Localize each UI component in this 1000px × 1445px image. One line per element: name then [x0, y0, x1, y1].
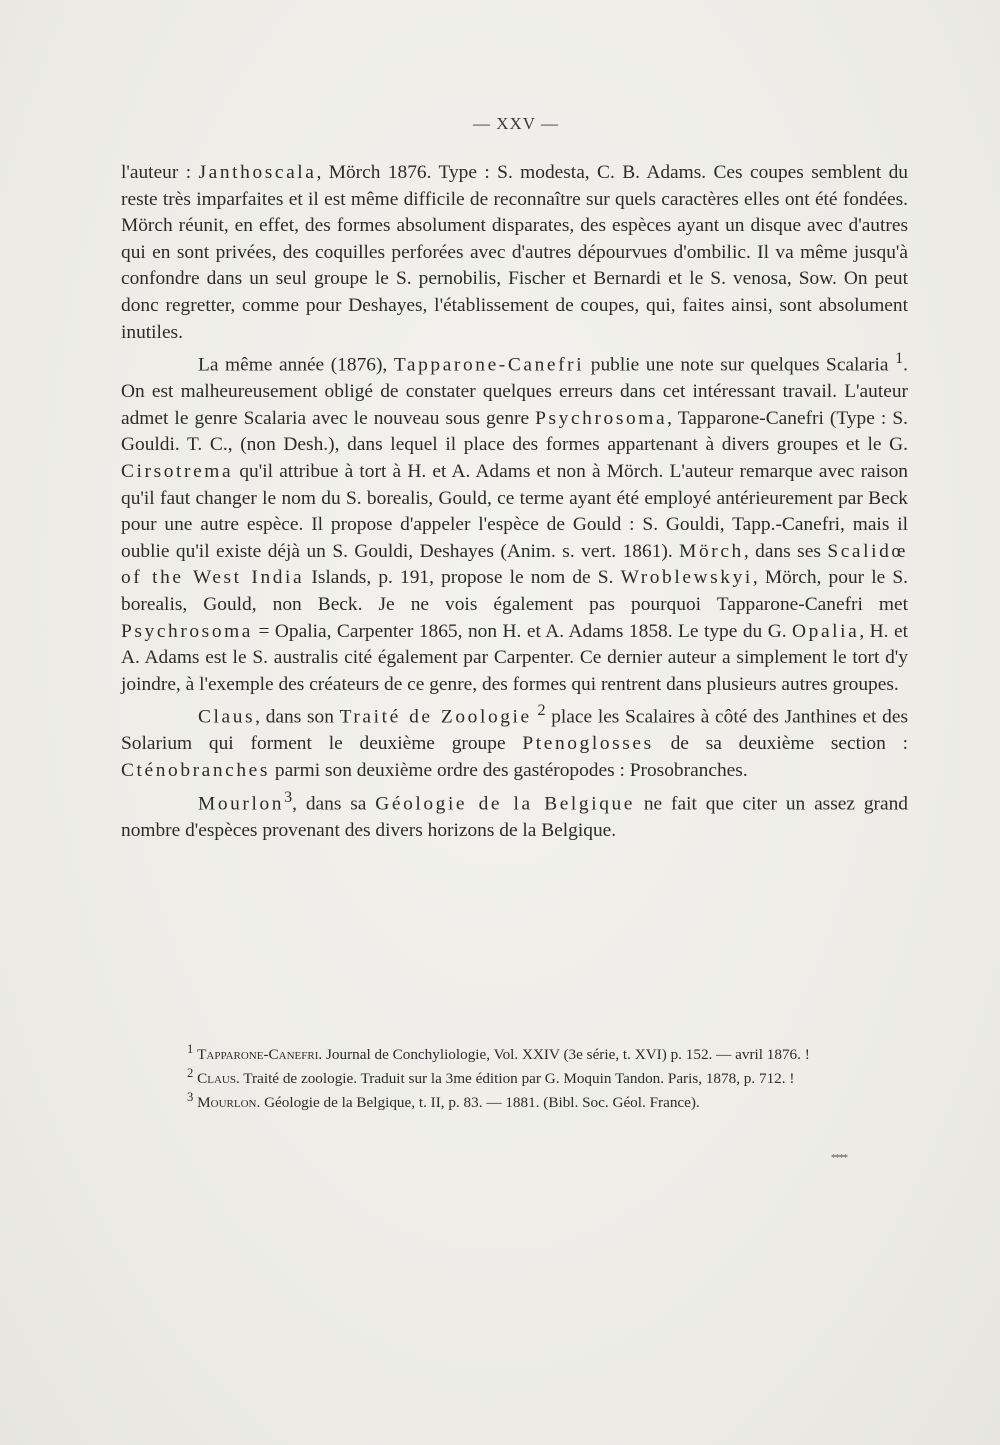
footnote-number: 1: [187, 1042, 194, 1056]
paragraph-3: [121, 698, 908, 784]
text-segment: , Mörch 1876. Type : S. modesta, C. B. Adams. Ces coupes semblent du reste très imparfaites et il est même difficile de reconnaître sur quels caractères elles ont été fondées. Mörch réunit, en effet, des formes absolument disparates, des espèces ayant un disque avec d'autres qui en sont privées, des coquilles perforées avec d'autres dépourvues d'ombilic. Il va même jusqu'à confondre dans un seul groupe le S. pernobilis, Fischer et Bernardi et le S. venosa, Sow. On peut donc regretter, comme pour Deshayes, l'établissement de coupes, qui, faites ainsi, sont absolument inutiles.: [121, 162, 908, 343]
text-segment: , dans ses: [743, 540, 828, 562]
spaced-work-title: Scalidœ of the West India: [121, 540, 908, 589]
spaced-genus-name: Psychrosoma: [121, 620, 254, 642]
footnote-ref-3: 3: [284, 788, 293, 806]
footnote-author: Tapparone-Canefri: [197, 1046, 319, 1064]
footnote-text: . Journal de Conchyliologie, Vol. XXIV (3e série, t. XVI) p. 152. — avril 1876. !: [318, 1046, 810, 1064]
spaced-author-name: Claus: [198, 706, 256, 728]
spaced-group-name: Cténobranches: [121, 760, 271, 781]
paragraph-4: [121, 785, 908, 845]
footnote-text: . Traité de zoologie. Traduit sur la 3me édition par G. Moquin Tandon. Paris, 1878, p. 712. !: [235, 1070, 795, 1088]
spaced-work-title: Traité de Zoologie: [339, 706, 532, 728]
text-segment: , Tapparone-Canefri (Type : S. Gouldi. T. C., (non Desh.), dans lequel il place des formes appartenant à divers groupes et le G.: [121, 407, 908, 456]
text-segment: l'auteur :: [121, 162, 199, 183]
text-segment: = Opalia, Carpenter 1865, non H. et A. Adams 1858. Le type du G.: [253, 620, 793, 642]
footnote-ref-1: 1: [895, 350, 904, 368]
spaced-work-title: Géologie de la Belgique: [375, 793, 635, 815]
text-segment: publie une note sur quelques Scalaria: [584, 354, 896, 376]
footnote-3: [121, 1088, 908, 1112]
text-segment: , dans son: [255, 706, 340, 728]
body-text: [121, 160, 908, 844]
footnote-1: [121, 1040, 908, 1064]
spaced-author-name: Mourlon: [198, 793, 285, 815]
page-number: — XXV —: [472, 114, 560, 133]
footnote-author: Mourlon: [197, 1094, 257, 1112]
spaced-species-name: Wroblewskyi: [620, 567, 753, 589]
text-segment: place les Scalaires à côté des Janthines et des Solarium qui forment le deuxième groupe: [121, 706, 908, 755]
text-segment: , Mörch, pour le S. borealis, Gould, non Beck. Je ne vois également pas pourquoi Tapparone-Canefri met: [121, 567, 908, 615]
footnote-text: . Géologie de la Belgique, t. II, p. 83. — 1881. (Bibl. Soc. Géol. France).: [256, 1094, 700, 1112]
text-segment: , dans sa: [292, 793, 376, 815]
footnote-author: Claus: [197, 1070, 236, 1088]
signature-mark: ****: [831, 1153, 847, 1164]
footnote-number: 3: [187, 1090, 194, 1105]
spaced-author-name: Mörch: [679, 540, 744, 562]
text-segment: La même année (1876),: [198, 354, 394, 376]
text-segment: qu'il attribue à tort à H. et A. Adams et non à Mörch. L'auteur remarque avec raison qu'il faut changer le nom du S. borealis, Gould, ce terme ayant été employé antérieurement par Beck pour une autre espèce. Il propose d'appeler l'espèce de Gould : S. Gouldi, Tapp.-Canefri, mais il oublie qu'il existe déjà un S. Gouldi, Deshayes (Anim. s. vert. 1861).: [121, 461, 908, 562]
spaced-genus-name: Cirsotrema: [121, 461, 234, 482]
spaced-genus-name: Opalia: [792, 620, 860, 642]
text-segment: de sa deuxième section :: [653, 733, 908, 755]
text-segment: Islands, p. 191, propose le nom de S.: [304, 567, 621, 589]
spaced-author-name: Tapparone-Canefri: [393, 354, 585, 376]
text-segment: parmi son deuxième ordre des gastéropodes : Prosobranches.: [270, 760, 748, 781]
paragraph-1: [121, 160, 908, 346]
spaced-group-name: Ptenoglosses: [522, 733, 654, 755]
footnote-2: [121, 1064, 908, 1088]
text-segment: , H. et A. Adams est le S. australis cité également par Carpenter. Ce dernier auteur a simplement le tort d'y joindre, à l'exemple des créateurs de ce genre, des formes qui rentrent dans plusieurs autres groupes.: [121, 620, 908, 695]
text-segment: . On est malheureusement obligé de constater quelques erreurs dans cet intéressant travail. L'auteur admet le genre Scalaria avec le nouveau sous genre: [121, 354, 908, 429]
footnote-number: 2: [187, 1066, 194, 1081]
footnote-ref-2: 2: [537, 702, 546, 720]
text-segment: ne fait que citer un assez grand nombre d'espèces provenant des divers horizons de la Belgique.: [121, 793, 908, 841]
paragraph-2: [121, 346, 908, 698]
spaced-genus-name: Psychrosoma: [535, 407, 668, 429]
footnotes: [121, 1040, 908, 1112]
spaced-genus-name: Janthoscala: [198, 162, 317, 183]
